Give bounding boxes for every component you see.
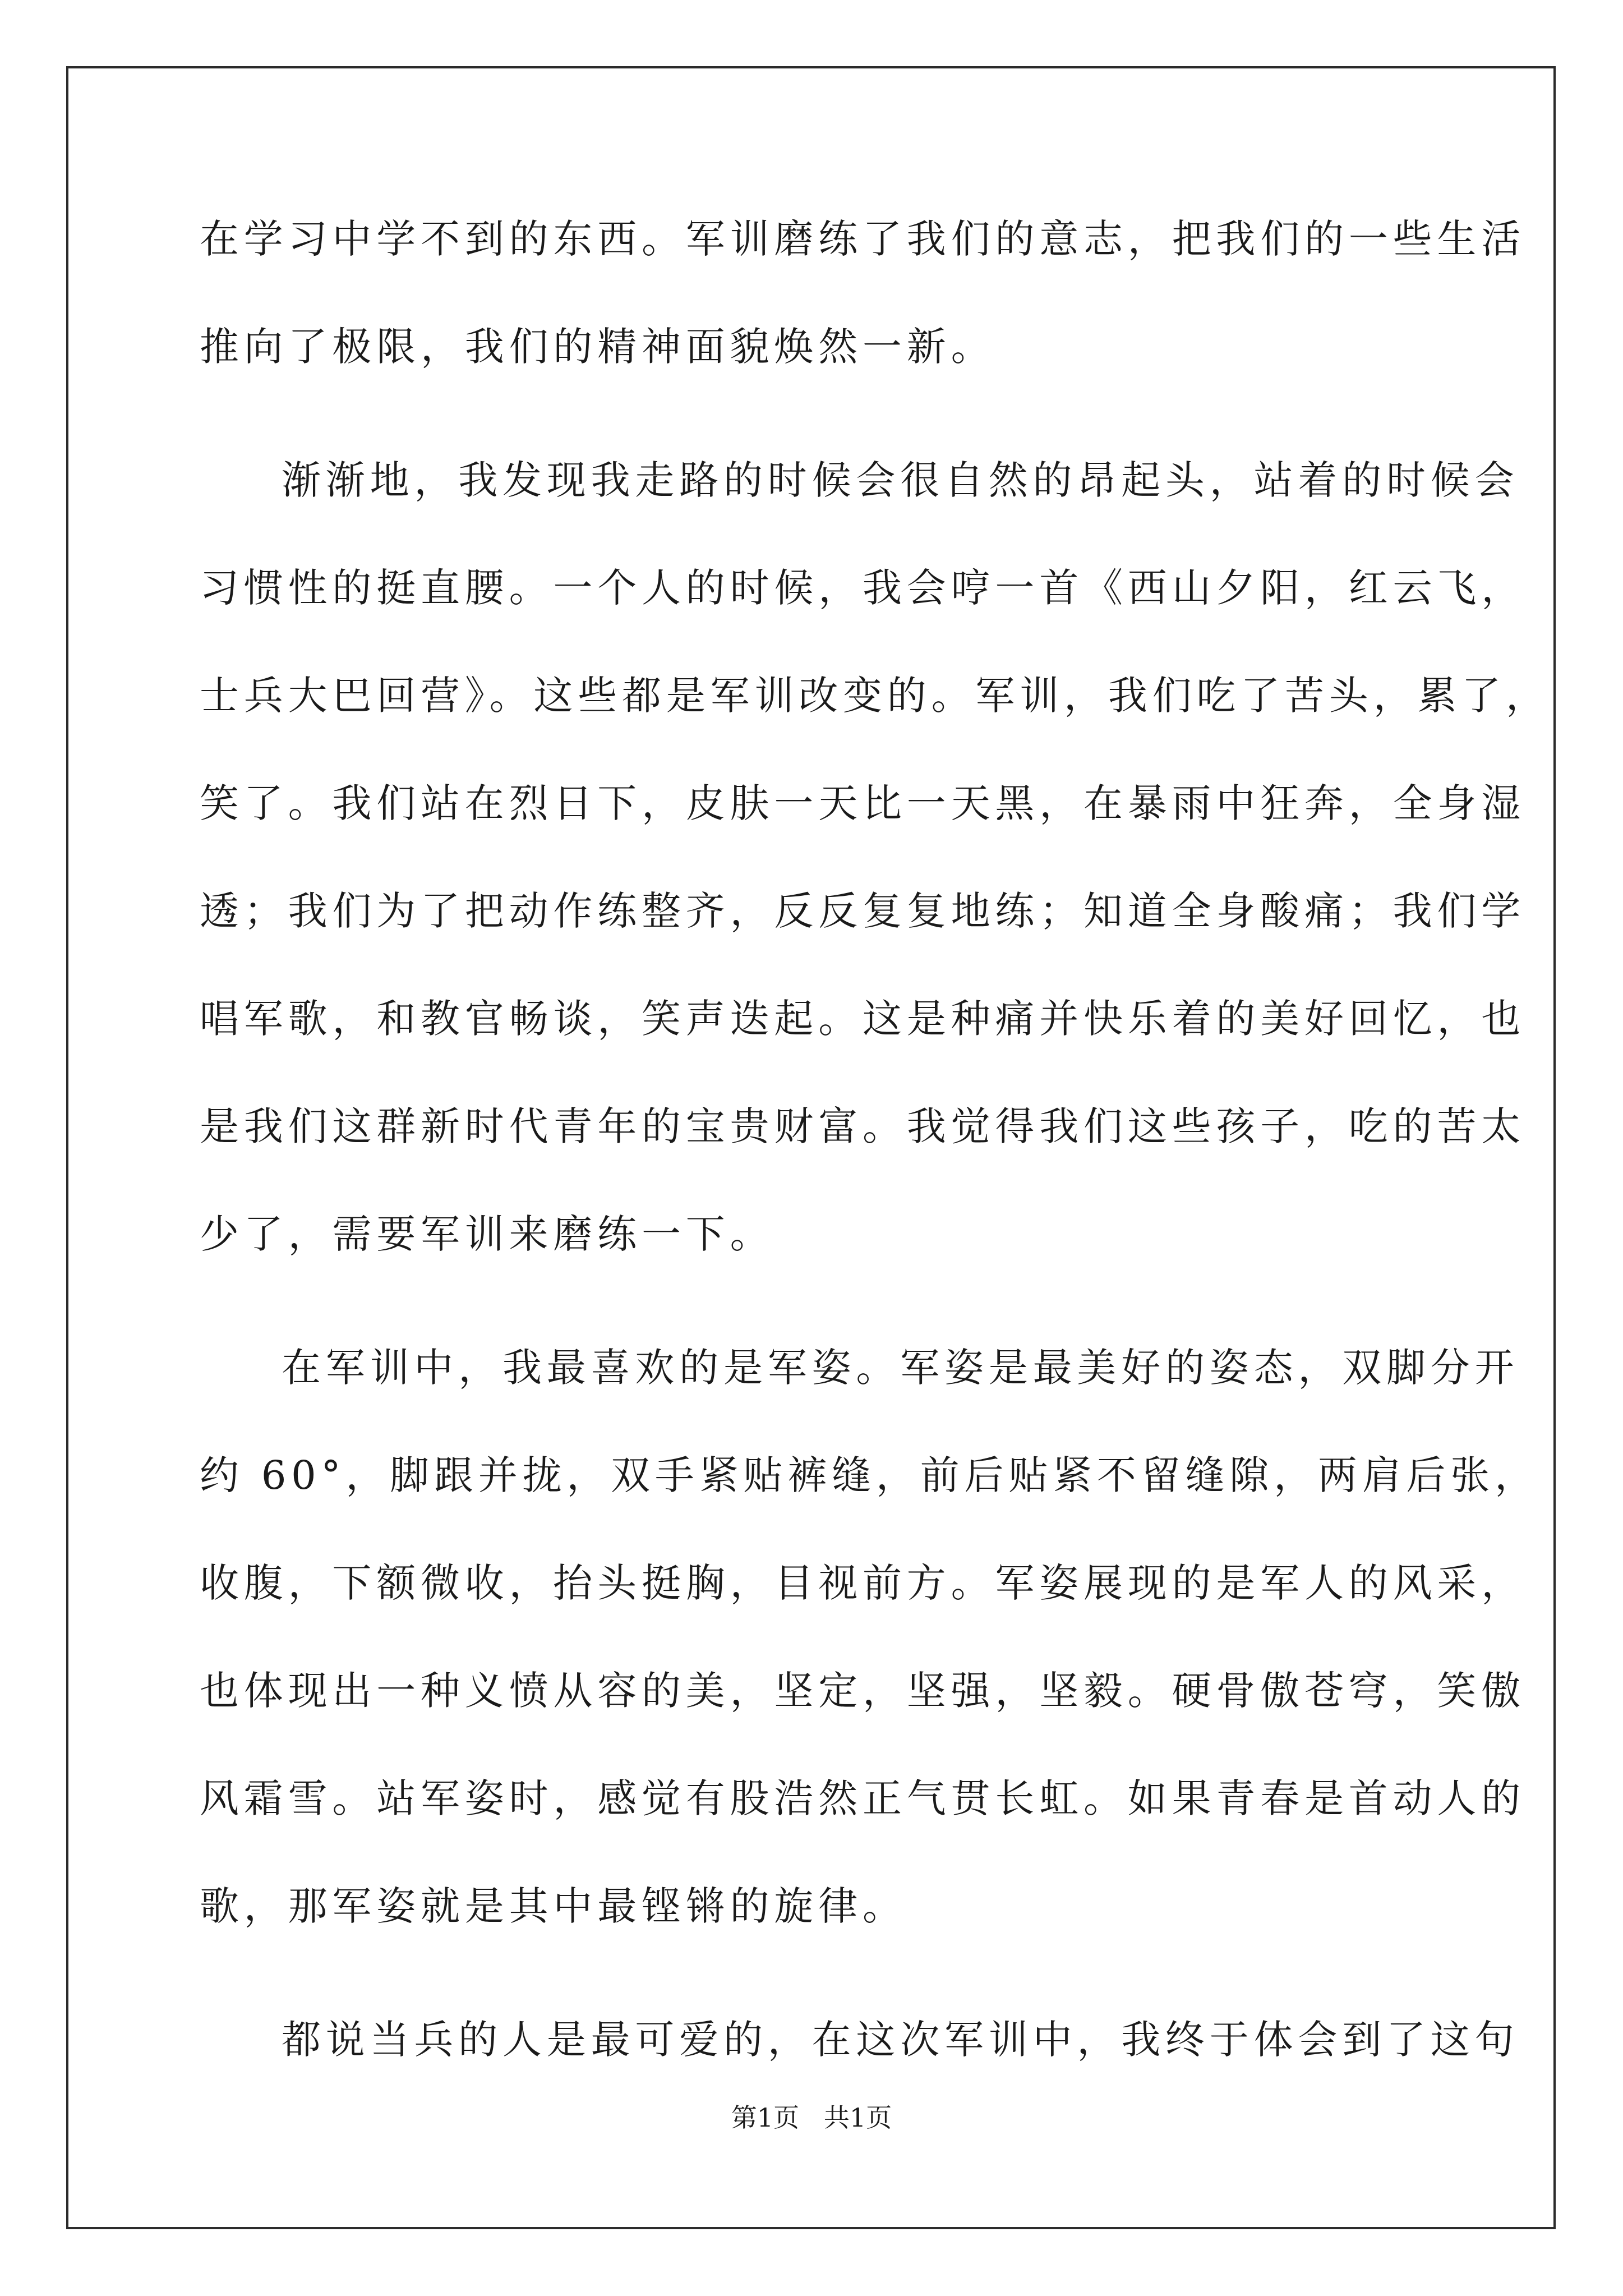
text-line: 唱军歌，和教官畅谈，笑声迭起。这是种痛并快乐着的美好回忆，也 (200, 996, 1525, 1042)
text-line: 推向了极限，我们的精神面貌焕然一新。 (200, 324, 995, 370)
text-line: 也体现出一种义愤从容的美，坚定，坚强，坚毅。硬骨傲苍穹，笑傲 (200, 1668, 1525, 1714)
text-line: 习惯性的挺直腰。一个人的时候，我会哼一首《西山夕阳，红云飞， (200, 565, 1525, 611)
text-line: 歌，那军姿就是其中最铿锵的旋律。 (200, 1883, 907, 1929)
text-line: 约 60°，脚跟并拢，双手紧贴裤缝，前后贴紧不留缝隙，两肩后张， (200, 1452, 1539, 1498)
text-line: 少了，需要军训来磨练一下。 (200, 1211, 774, 1257)
page-number-footer: 第1页 共1页 (731, 2102, 892, 2133)
text-line: 收腹，下额微收，抬头挺胸，目视前方。军姿展现的是军人的风采， (200, 1560, 1525, 1606)
document-body (200, 212, 1550, 2120)
text-line: 透；我们为了把动作练整齐，反反复复地练；知道全身酸痛；我们学 (200, 888, 1525, 934)
text-line: 渐渐地，我发现我走路的时候会很自然的昂起头，站着的时候会 (282, 457, 1519, 503)
text-line: 士兵大巴回营》。这些都是军训改变的。军训，我们吃了苦头，累了， (200, 673, 1550, 719)
text-line: 在学习中学不到的东西。军训磨练了我们的意志，把我们的一些生活 (200, 216, 1525, 262)
text-line: 都说当兵的人是最可爱的，在这次军训中，我终于体会到了这句 (282, 2017, 1519, 2063)
text-line: 笑了。我们站在烈日下，皮肤一天比一天黑，在暴雨中狂奔，全身湿 (200, 780, 1525, 826)
text-line: 是我们这群新时代青年的宝贵财富。我觉得我们这些孩子，吃的苦太 (200, 1103, 1525, 1149)
text-line: 风霜雪。站军姿时，感觉有股浩然正气贯长虹。如果青春是首动人的 (200, 1775, 1525, 1821)
text-line: 在军训中，我最喜欢的是军姿。军姿是最美好的姿态，双脚分开 (282, 1345, 1519, 1391)
